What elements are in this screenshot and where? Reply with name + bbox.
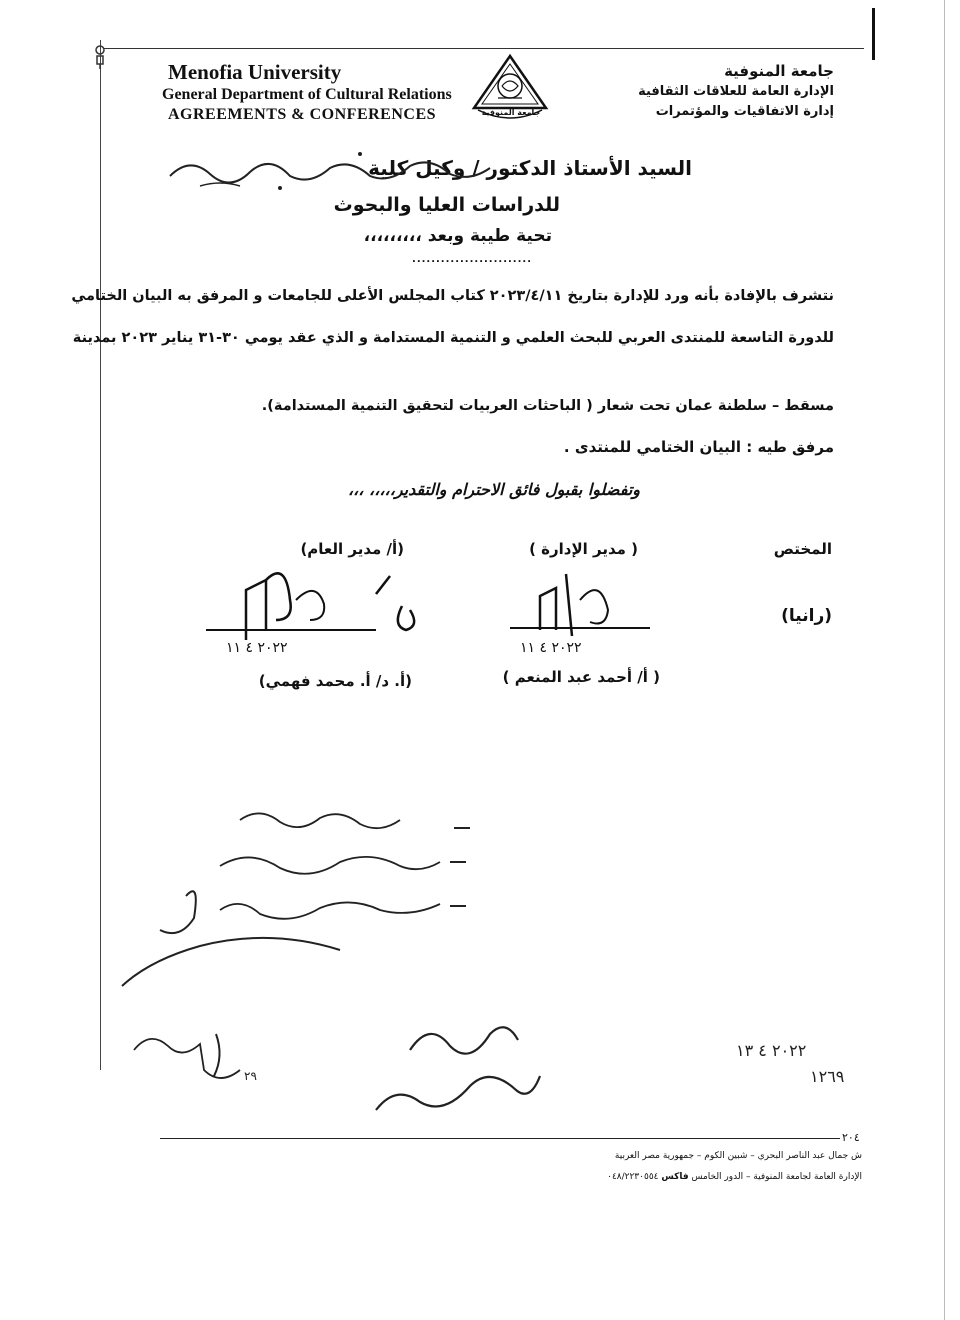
- body-line-2: للدورة التاسعة للمنتدى العربي للبحث العلمي و التنمية المستدامة و الذي عقد يومي ٣٠-٣١ يناير ٢٠٢٣ بمدينة: [72, 330, 834, 346]
- svg-text:٢٠٢٢ ٤ ١١: ٢٠٢٢ ٤ ١١: [226, 640, 288, 656]
- header-university-en: Menofia University: [168, 60, 342, 84]
- staple-pin-icon: [92, 44, 108, 70]
- svg-text:٢٠٢٢ ٤ ١١: ٢٠٢٢ ٤ ١١: [520, 640, 582, 656]
- scan-edge-right: [944, 0, 945, 1320]
- general-director-signature: [206, 560, 426, 670]
- director-signature: [510, 570, 680, 670]
- header-department-ar: الإدارة العامة للعلاقات الثقافية: [638, 84, 834, 99]
- scan-edge-left: [100, 40, 101, 1070]
- header-section-ar: إدارة الاتفاقيات والمؤتمرات: [655, 104, 834, 119]
- footer-fax-label: فاكس: [661, 1172, 689, 1182]
- attachment-note: [564, 438, 834, 456]
- handwritten-registry-notes: [120, 1010, 900, 1130]
- handwritten-faculty-name: [160, 146, 500, 196]
- specialist-name: (رانيا): [781, 606, 832, 626]
- header-department-en: General Department of Cultural Relations: [162, 86, 452, 103]
- general-director-name: (أ. د/ أ. محمد فهمي): [258, 672, 412, 690]
- addressee-line-2: للدراسات العليا والبحوث: [333, 194, 560, 216]
- attachment-text: : البيان الختامي للمنتدى .: [563, 438, 753, 456]
- director-title: ( مدير الإدارة ): [529, 540, 638, 558]
- margin-mark: [872, 8, 875, 60]
- footer-contact: [607, 1172, 862, 1182]
- svg-text:١٢٦٩: ١٢٦٩: [810, 1067, 845, 1086]
- footer-address: ش جمال عبد الناصر البحري – شبين الكوم – جمهورية مصر العربية: [614, 1151, 862, 1161]
- svg-text:٢٠٢٢ ٤ ١٣: ٢٠٢٢ ٤ ١٣: [736, 1041, 807, 1060]
- greeting-dots: .........................: [412, 254, 532, 265]
- header-rule: [104, 48, 864, 49]
- page-number: ٢٠٤: [842, 1131, 860, 1144]
- logo-caption: جامعة المنوفية: [481, 108, 541, 117]
- header-university-ar: جامعة المنوفية: [724, 62, 834, 80]
- body-line-3: مسقط – سلطنة عمان تحت شعار ( الباحثات العربيات لتحقيق التنمية المستدامة).: [261, 398, 834, 414]
- header-section-en: AGREEMENTS & CONFERENCES: [168, 106, 437, 123]
- specialist-title: المختص: [773, 540, 832, 558]
- svg-text:٢٩: ٢٩: [244, 1069, 257, 1083]
- director-name: ( أ/ أحمد عبد المنعم ): [502, 668, 660, 686]
- body-line-1: نتشرف بالإفادة بأنه ورد للإدارة بتاريخ ٢٠٢٣/٤/١١ كتاب المجلس الأعلى للجامعات و المرفق به البيان الختامي: [71, 288, 834, 304]
- greeting: تحية طيبة وبعد ،،،،،،،،،: [363, 226, 552, 246]
- attachment-label: مرفق طيه: [757, 438, 834, 456]
- footer-fax-number: ٠٤٨/٢٢٣٠٥٥٤: [607, 1172, 659, 1182]
- footer-office: الإدارة العامة لجامعة المنوفية – الدور الخامس: [691, 1172, 862, 1182]
- general-director-title: (أ/ مدير العام): [300, 540, 404, 558]
- addressee-line-1: السيد الأستاذ الدكتور / وكيل كلية: [368, 156, 692, 180]
- closing-line: وتفضلوا بقبول فائق الاحترام والتقدير،،،،، ،،،: [347, 480, 640, 499]
- handwritten-distribution-notes: [110, 800, 490, 1000]
- footer-rule: [160, 1138, 840, 1139]
